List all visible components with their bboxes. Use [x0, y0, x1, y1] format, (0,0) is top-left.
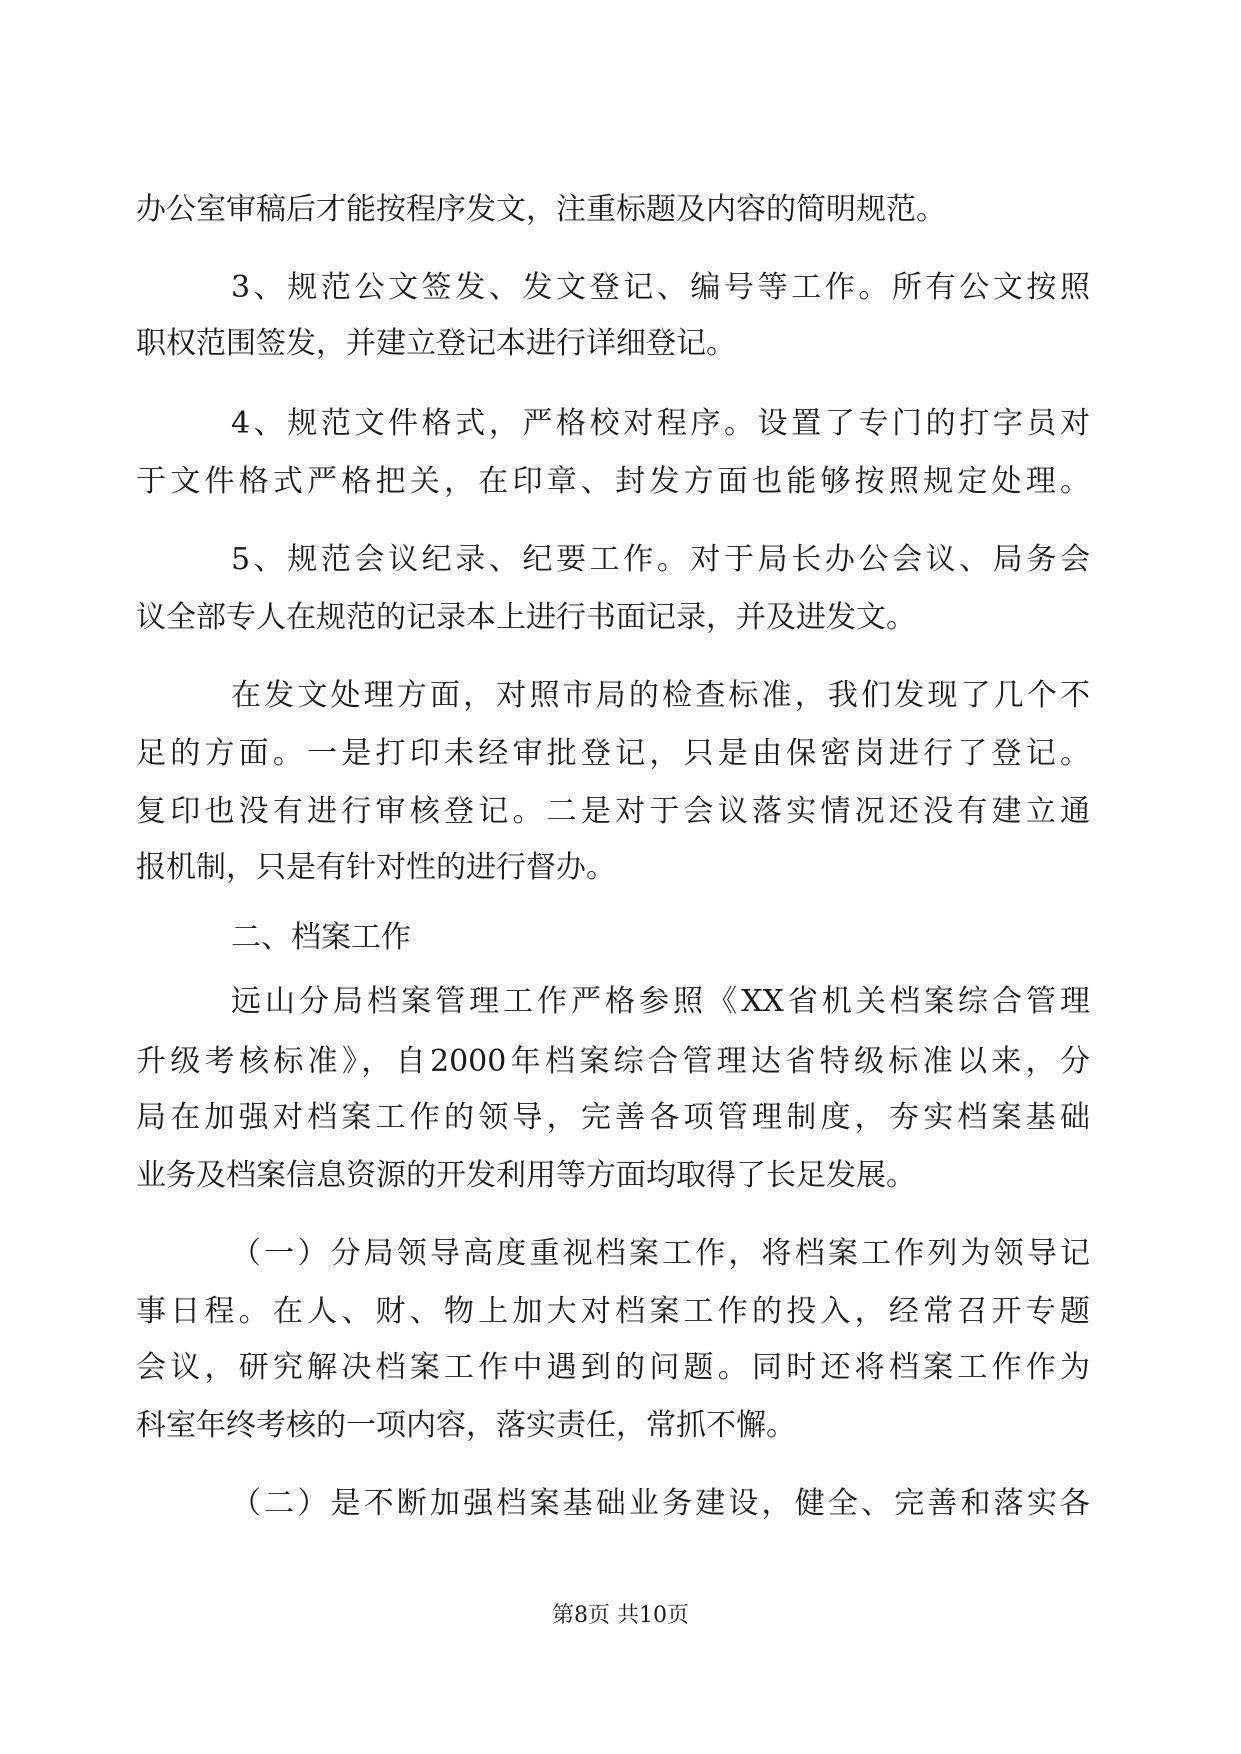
text-line-18: 事日程。在人、财、物上加大对档案工作的投入，经常召开专题 [136, 1294, 1090, 1329]
section-heading: 二、档案工作 [231, 920, 411, 955]
text-line-8: 在发文处理方面，对照市局的检查标准，我们发现了几个不 [231, 678, 1090, 713]
text-line-13: 远山分局档案管理工作严格参照《XX省机关档案综合管理 [231, 984, 1090, 1019]
text-line-14: 升级考核标准》，自2000年档案综合管理达省特级标准以来，分 [136, 1044, 1090, 1079]
text-line-17: （一）分局领导高度重视档案工作，将档案工作列为领导记 [231, 1236, 1090, 1271]
text-line-3: 职权范围签发，并建立登记本进行详细登记。 [136, 326, 736, 361]
text-line-1: 办公室审稿后才能按程序发文，注重标题及内容的简明规范。 [136, 192, 946, 227]
text-line-15: 局在加强对档案工作的领导，完善各项管理制度，夯实档案基础 [136, 1100, 1090, 1135]
text-line-5: 于文件格式严格把关，在印章、封发方面也能够按照规定处理。 [136, 464, 1090, 499]
text-line-2: 3、规范公文签发、发文登记、编号等工作。所有公文按照 [231, 270, 1090, 305]
text-line-20: 科室年终考核的一项内容，落实责任，常抓不懈。 [136, 1408, 796, 1443]
text-line-16: 业务及档案信息资源的开发利用等方面均取得了长足发展。 [136, 1158, 916, 1193]
page-number-footer: 第8页 共10页 [552, 1603, 689, 1628]
text-line-10: 复印也没有进行审核登记。二是对于会议落实情况还没有建立通 [136, 794, 1090, 829]
text-line-19: 会议，研究解决档案工作中遇到的问题。同时还将档案工作作为 [136, 1350, 1090, 1385]
text-line-7: 议全部专人在规范的记录本上进行书面记录，并及进发文。 [136, 600, 916, 635]
text-line-4: 4、规范文件格式，严格校对程序。设置了专门的打字员对 [231, 406, 1090, 441]
text-line-9: 足的方面。一是打印未经审批登记，只是由保密岗进行了登记。 [136, 736, 1090, 771]
text-line-6: 5、规范会议纪录、纪要工作。对于局长办公会议、局务会 [231, 542, 1090, 577]
text-line-11: 报机制，只是有针对性的进行督办。 [136, 850, 616, 885]
text-line-21: （二）是不断加强档案基础业务建设，健全、完善和落实各 [231, 1486, 1090, 1521]
